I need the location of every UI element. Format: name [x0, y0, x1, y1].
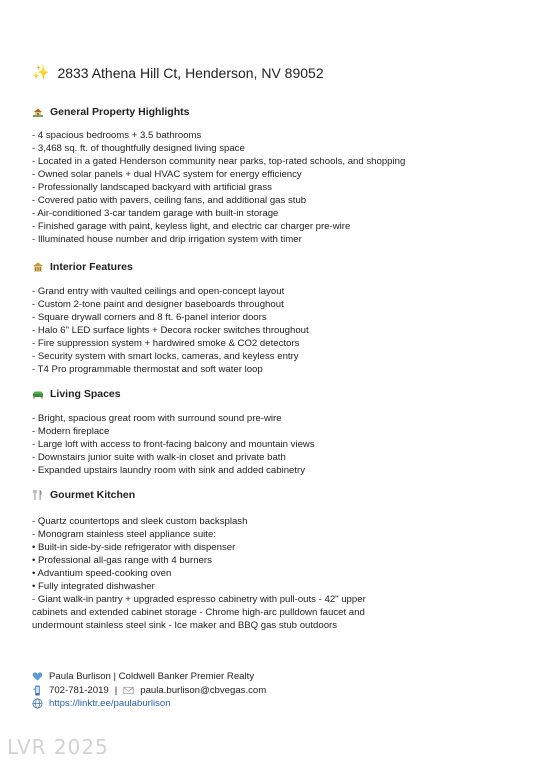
list-item: - Finished garage with paint, keyless light, and electric car charger pre-wire — [32, 221, 351, 232]
building-icon — [32, 261, 44, 273]
section-heading-interior: Interior Features — [32, 261, 133, 273]
page-title — [32, 64, 324, 81]
list-item: - Fire suppression system + hardwired smoke & CO2 detectors — [32, 338, 300, 349]
list-item: - Illuminated house number and drip irrigation system with timer — [32, 234, 302, 245]
sparkle-icon: ✨ — [32, 64, 50, 80]
linktree-link[interactable]: https://linktr.ee/paulaburlison — [49, 698, 171, 709]
list-item: - Located in a gated Henderson community near parks, top-rated schools, and shopping — [32, 156, 406, 167]
kitchen-paragraph: - Giant walk-in pantry + upgraded espresso cabinetry with pull-outs - 42" upper cabinets and extended cabinet storage - Chrome high-arc pulldown faucet and undermount stainless steel sink - Ice maker and BBQ gas stub outdoors — [32, 594, 366, 631]
kitchen-list — [32, 515, 247, 593]
separator: | — [114, 685, 118, 696]
general-highlights-list — [32, 129, 405, 246]
interior-features-list — [32, 285, 309, 376]
list-item: - Halo 6" LED surface lights + Decora rocker switches throughout — [32, 325, 309, 336]
list-item: - Owned solar panels + dual HVAC system for energy efficiency — [32, 169, 302, 180]
globe-icon — [32, 698, 43, 709]
list-item: - Square drywall corners and 8 ft. 6-panel interior doors — [32, 312, 267, 323]
living-spaces-list — [32, 412, 315, 477]
list-item: - Expanded upstairs laundry room with sink and added cabinetry — [32, 465, 306, 476]
list-item: • Advantium speed-cooking oven — [32, 568, 172, 579]
couch-icon — [32, 388, 44, 400]
phone-number[interactable]: 702-781-2019 — [49, 685, 109, 696]
list-item: - Air-conditioned 3-car tandem garage with built-in storage — [32, 208, 279, 219]
list-item: - 3,468 sq. ft. of thoughtfully designed living space — [32, 143, 245, 154]
list-item: - Downstairs junior suite with walk-in closet and private bath — [32, 452, 286, 463]
page-title-text: 2833 Athena Hill Ct, Henderson, NV 89052 — [57, 64, 324, 81]
email-address[interactable]: paula.burlison@cbvegas.com — [140, 685, 267, 696]
list-item: - Grand entry with vaulted ceilings and open-concept layout — [32, 286, 285, 297]
list-item: - Security system with smart locks, cameras, and keyless entry — [32, 351, 299, 362]
watermark: LVR 2025 — [7, 735, 109, 759]
section-heading-kitchen: Gourmet Kitchen — [32, 489, 135, 501]
email-icon — [123, 685, 134, 696]
list-item: - Large loft with access to front-facing balcony and mountain views — [32, 439, 315, 450]
agent-name-line: Paula Burlison | Coldwell Banker Premier Realty — [32, 671, 254, 682]
list-item: • Professional all-gas range with 4 burners — [32, 555, 212, 566]
section-heading-living: Living Spaces — [32, 388, 121, 400]
utensils-icon — [32, 489, 44, 501]
list-item: - 4 spacious bedrooms + 3.5 bathrooms — [32, 130, 202, 141]
agent-link-line — [32, 698, 171, 709]
heart-icon — [32, 671, 43, 682]
list-item: - Modern fireplace — [32, 426, 110, 437]
agent-phone-email-line — [32, 685, 266, 696]
list-item: - Professionally landscaped backyard with artificial grass — [32, 182, 272, 193]
list-item: • Built-in side-by-side refrigerator with dispenser — [32, 542, 236, 553]
list-item: - Custom 2-tone paint and designer baseboards throughout — [32, 299, 284, 310]
house-icon — [32, 106, 44, 118]
section-heading-general: General Property Highlights — [32, 106, 189, 118]
list-item: - Bright, spacious great room with surround sound pre-wire — [32, 413, 282, 424]
phone-icon — [32, 685, 43, 696]
list-item: - Quartz countertops and sleek custom backsplash — [32, 516, 248, 527]
list-item: - Monogram stainless steel appliance suite: — [32, 529, 216, 540]
list-item: - Covered patio with pavers, ceiling fans, and additional gas stub — [32, 195, 307, 206]
list-item: • Fully integrated dishwasher — [32, 581, 155, 592]
list-item: - T4 Pro programmable thermostat and soft water loop — [32, 364, 263, 375]
